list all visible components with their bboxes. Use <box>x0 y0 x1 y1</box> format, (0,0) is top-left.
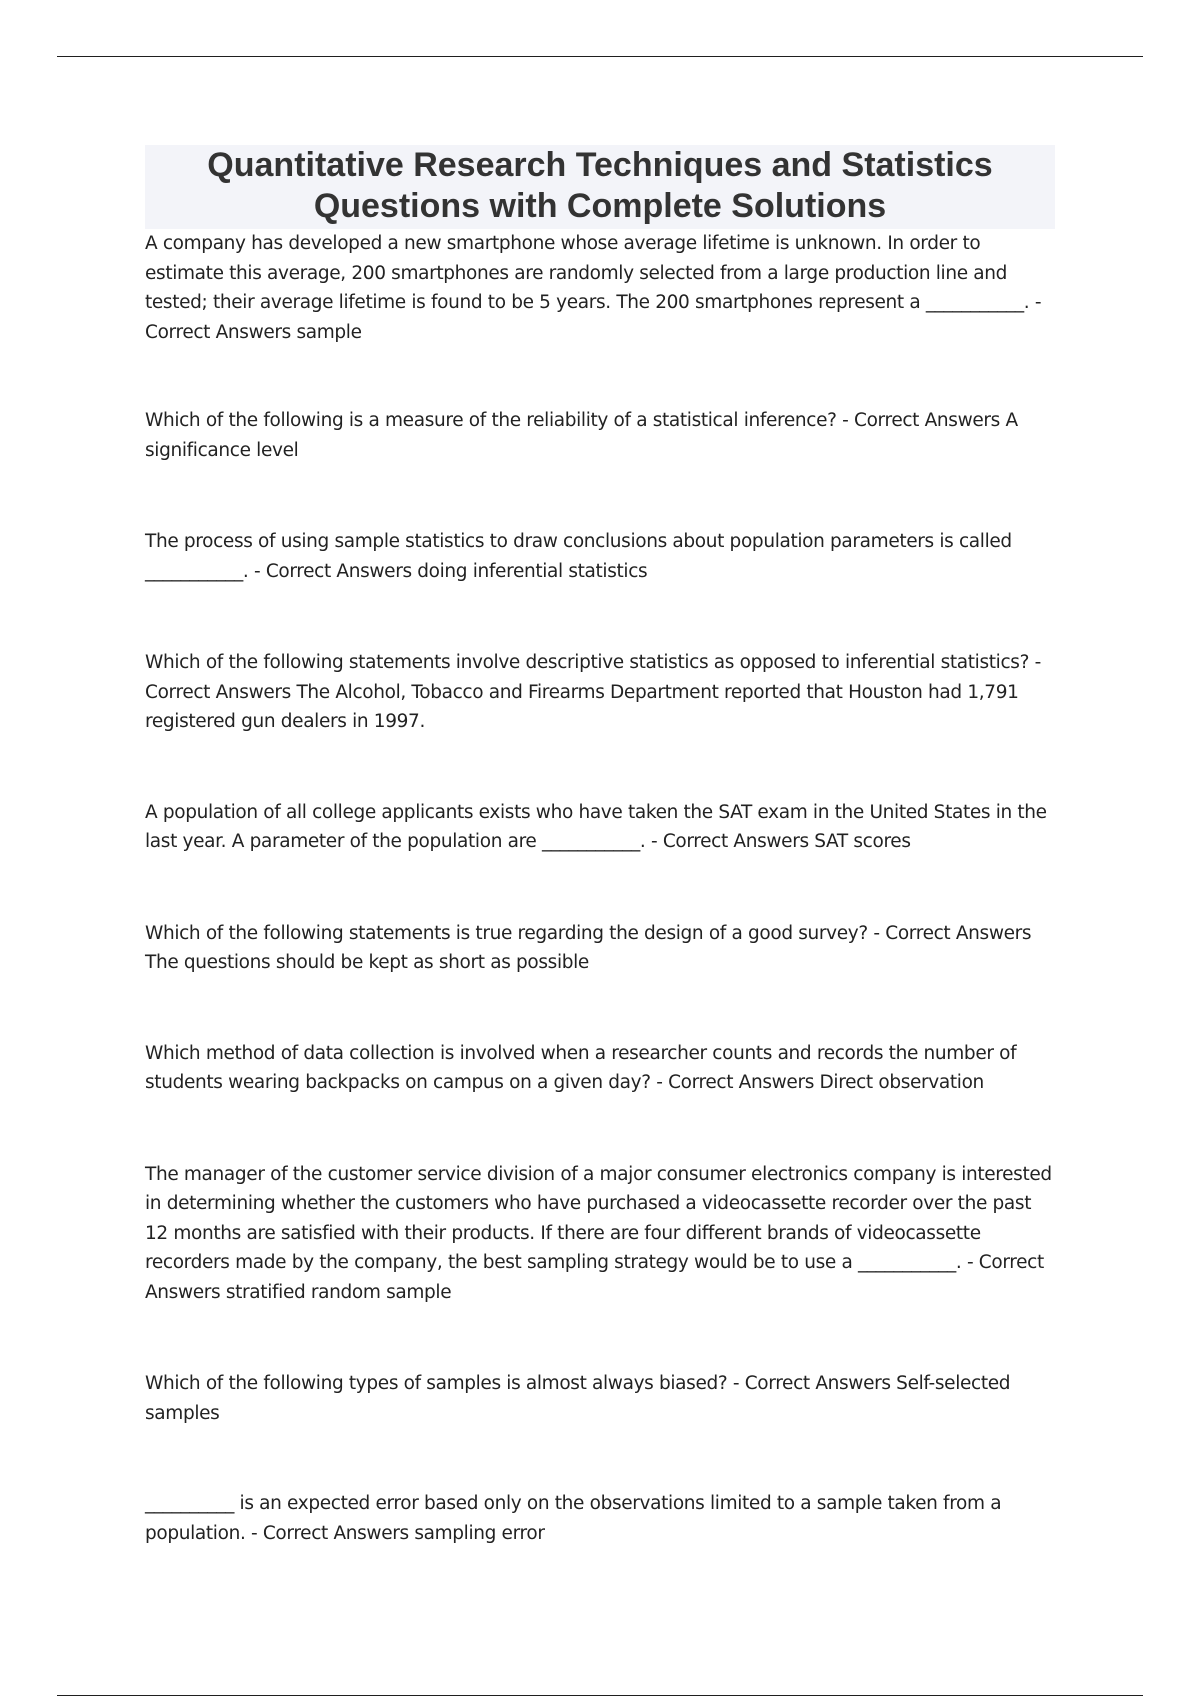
title-line-2: Questions with Complete Solutions <box>313 187 887 225</box>
qa-item: Which of the following types of samples is almost always biased? - Correct Answers Self-selected samples <box>145 1373 1011 1424</box>
qa-item: __________ is an expected error based only on the observations limited to a sample taken from a population. - Correct Answers sampling error <box>145 1493 1002 1544</box>
qa-item: Which of the following is a measure of the reliability of a statistical inference? - Correct Answers A significance level <box>145 410 1018 461</box>
document-title <box>145 145 1055 227</box>
qa-list <box>145 229 1055 1548</box>
title-block <box>145 145 1055 229</box>
header-rule <box>57 56 1143 57</box>
qa-item: A population of all college applicants exists who have taken the SAT exam in the United States in the last year. A parameter of the population are ___________. - Correct Answers SAT scores <box>145 801 1047 852</box>
qa-item: Which method of data collection is involved when a researcher counts and records the number of students wearing backpacks on campus on a given day? - Correct Answers Direct observation <box>145 1042 1017 1093</box>
qa-item: Which of the following statements involve descriptive statistics as opposed to inferential statistics? - Correct Answers The Alcohol, Tobacco and Firearms Department reported that Houston had 1,791 registered gun dealers in 1997. <box>145 652 1041 732</box>
footer-rule <box>57 1695 1143 1696</box>
qa-item: A company has developed a new smartphone whose average lifetime is unknown. In order to estimate this average, 200 smartphones are randomly selected from a large production line and tested; their average lifetime is found to be 5 years. The 200 smartphones represent a ___________. - Correct Answers sample <box>145 233 1042 343</box>
qa-item: The process of using sample statistics to draw conclusions about population parameters is called ___________. - Correct Answers doing inferential statistics <box>145 531 1012 582</box>
qa-item: The manager of the customer service division of a major consumer electronics company is interested in determining whether the customers who have purchased a videocassette recorder over the past 12 months are satisfied with their products. If there are four different brands of videocassette recorders made by the company, the best sampling strategy would be to use a ___________. - Correct Answers stratified random sample <box>145 1163 1052 1303</box>
title-line-1: Quantitative Research Techniques and Statistics <box>207 146 993 184</box>
qa-item: Which of the following statements is true regarding the design of a good survey? - Correct Answers The questions should be kept as short as possible <box>145 922 1032 973</box>
